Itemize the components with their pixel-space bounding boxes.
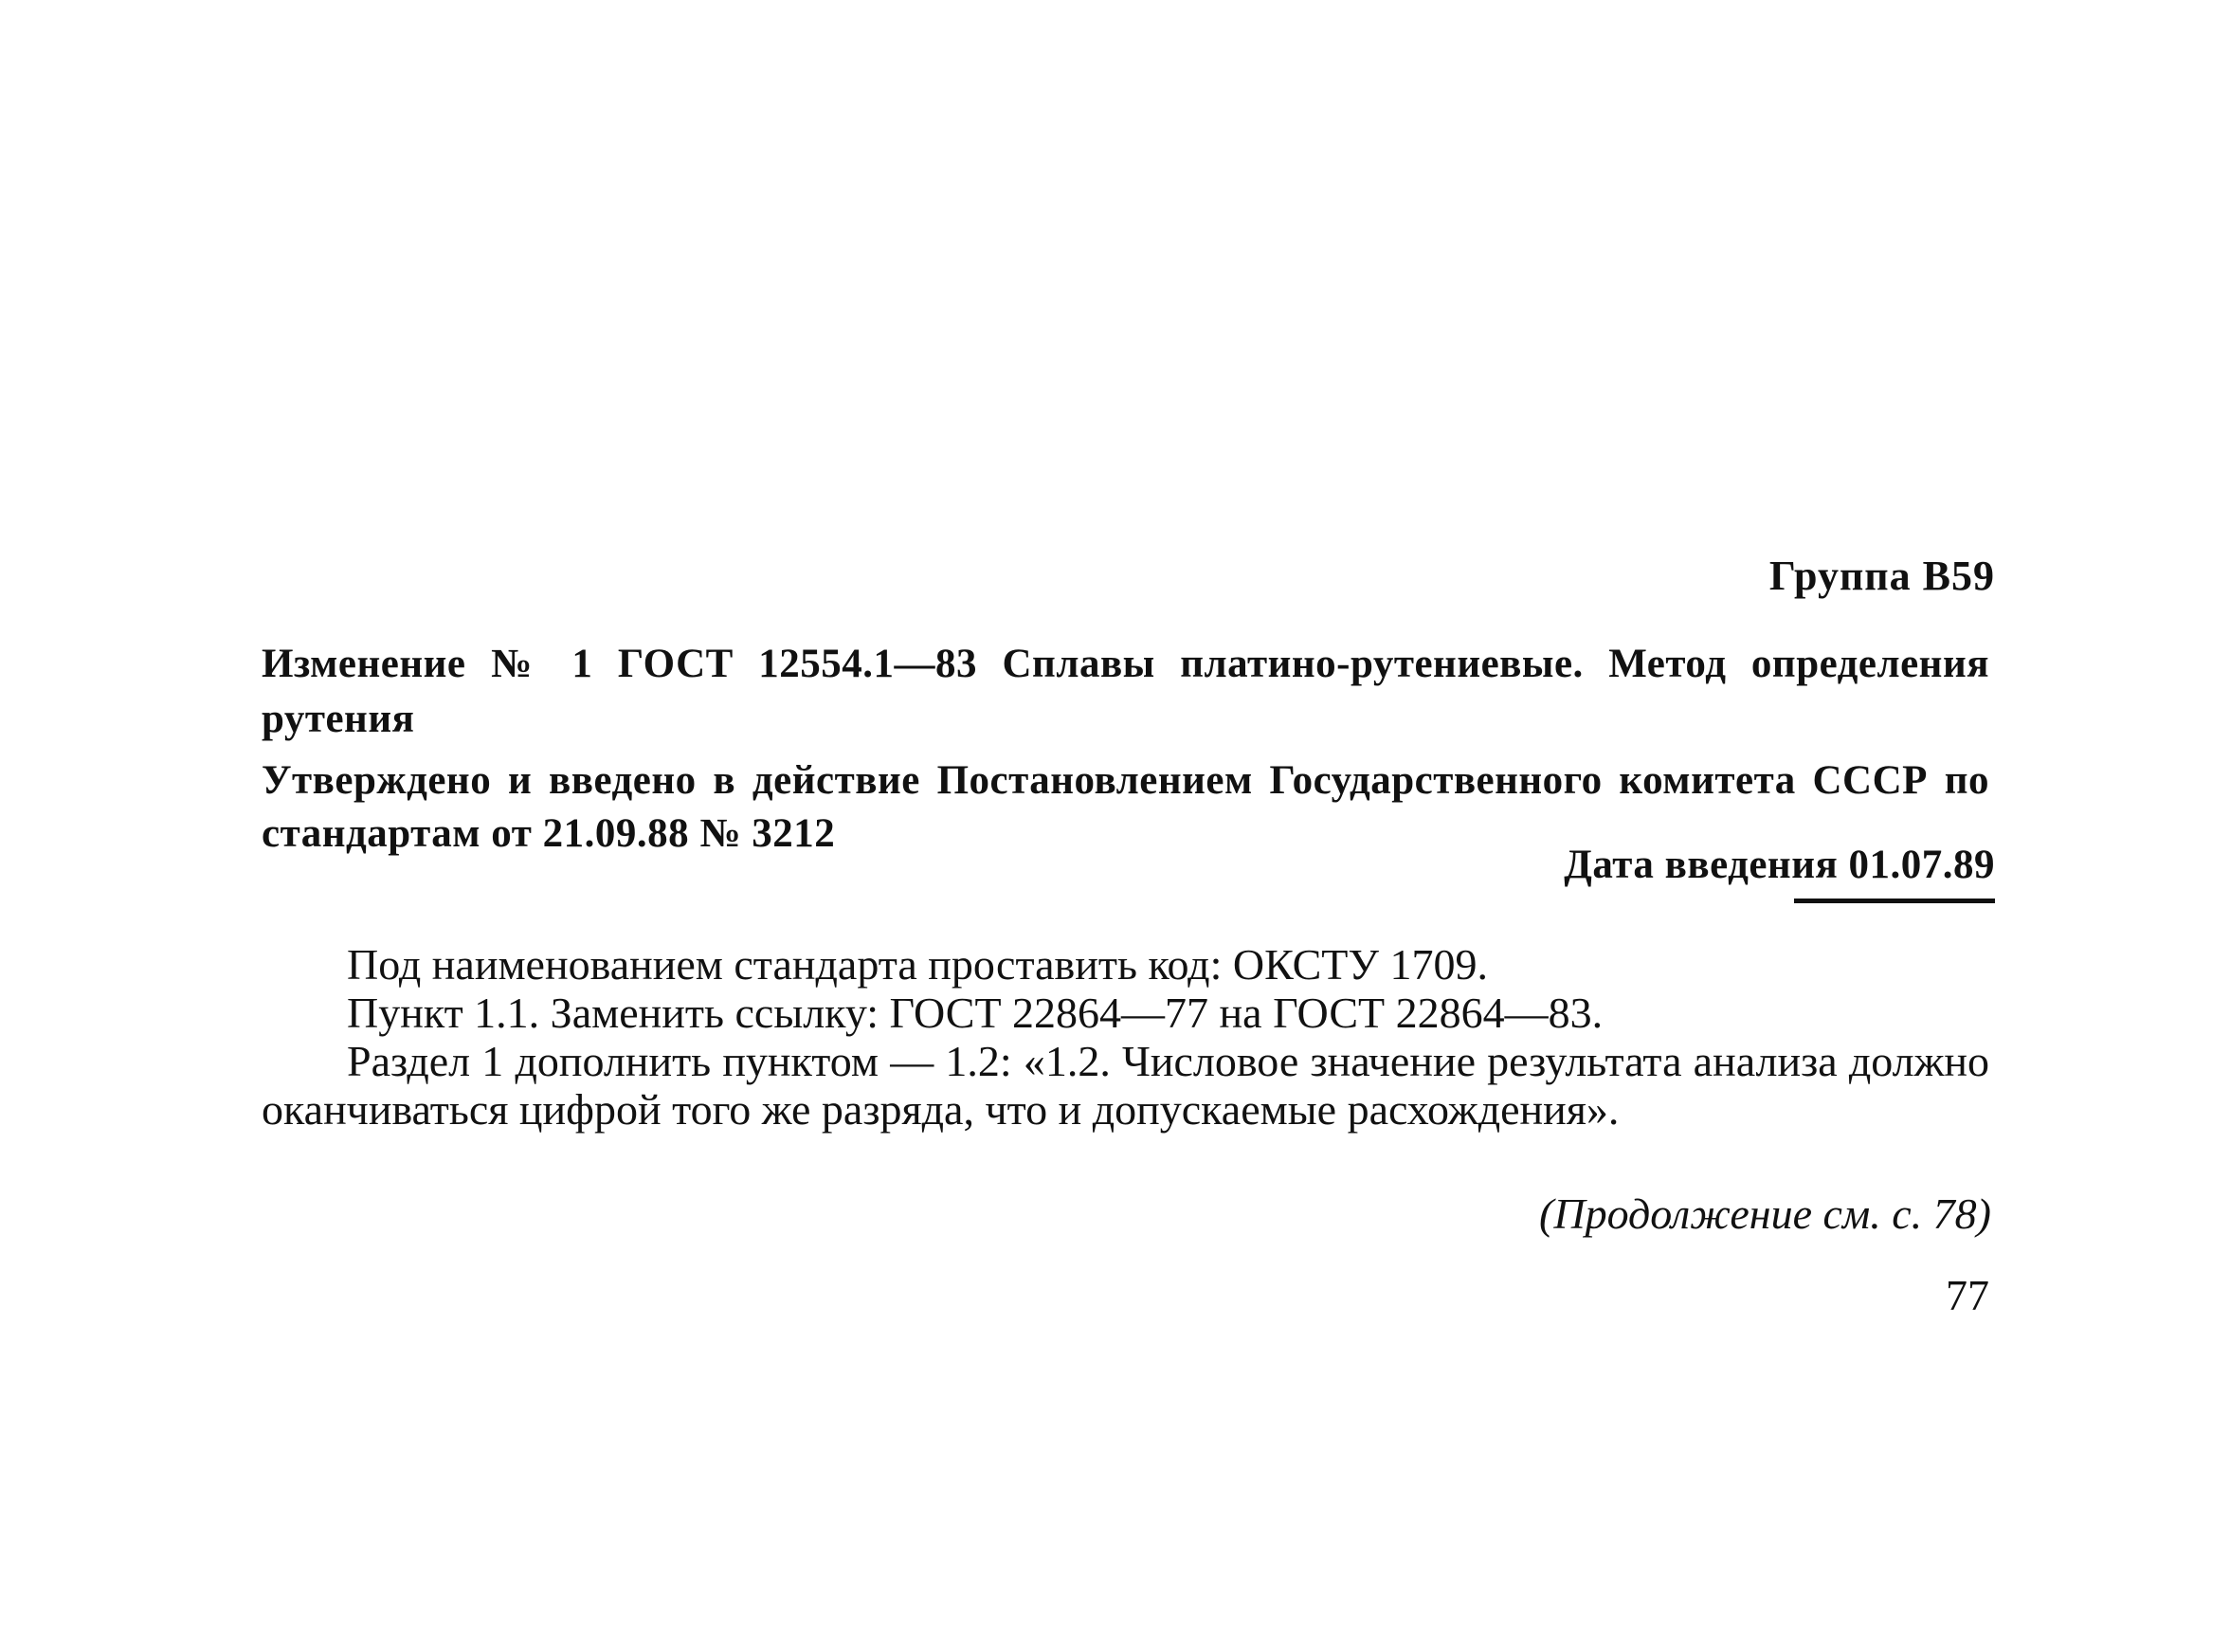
effective-date-line	[1564, 842, 1995, 888]
page-number: 77	[1946, 1271, 1989, 1319]
document-title: Изменение № 1 ГОСТ 12554.1—83 Сплавы платино-рутениевые. Метод определения рутения	[262, 642, 1989, 741]
group-label: Группа В59	[1768, 553, 1995, 599]
paragraph-section-1: Раздел 1 дополнить пунктом — 1.2: «1.2. Числовое значение результата анализа должно оканчиваться цифрой того же разряда, что и допускаемые расхождения».	[262, 1037, 1989, 1134]
continuation-note: (Продолжение см. с. 78)	[1539, 1189, 1991, 1238]
effective-date-value: 01.07.89	[1848, 843, 1995, 887]
body-text	[262, 940, 1989, 1134]
effective-date-underline	[1794, 899, 1995, 903]
approval-statement: Утверждено и введено в действие Постановлением Государственного комитета СССР по стандартам от 21.09.88 № 3212	[262, 758, 1989, 856]
effective-date-label: Дата введения	[1564, 843, 1849, 887]
paragraph-code: Под наименованием стандарта проставить код: ОКСТУ 1709.	[347, 940, 1488, 989]
paragraph-clause-1-1: Пункт 1.1. Заменить ссылку: ГОСТ 22864—77 на ГОСТ 22864—83.	[347, 989, 1604, 1037]
